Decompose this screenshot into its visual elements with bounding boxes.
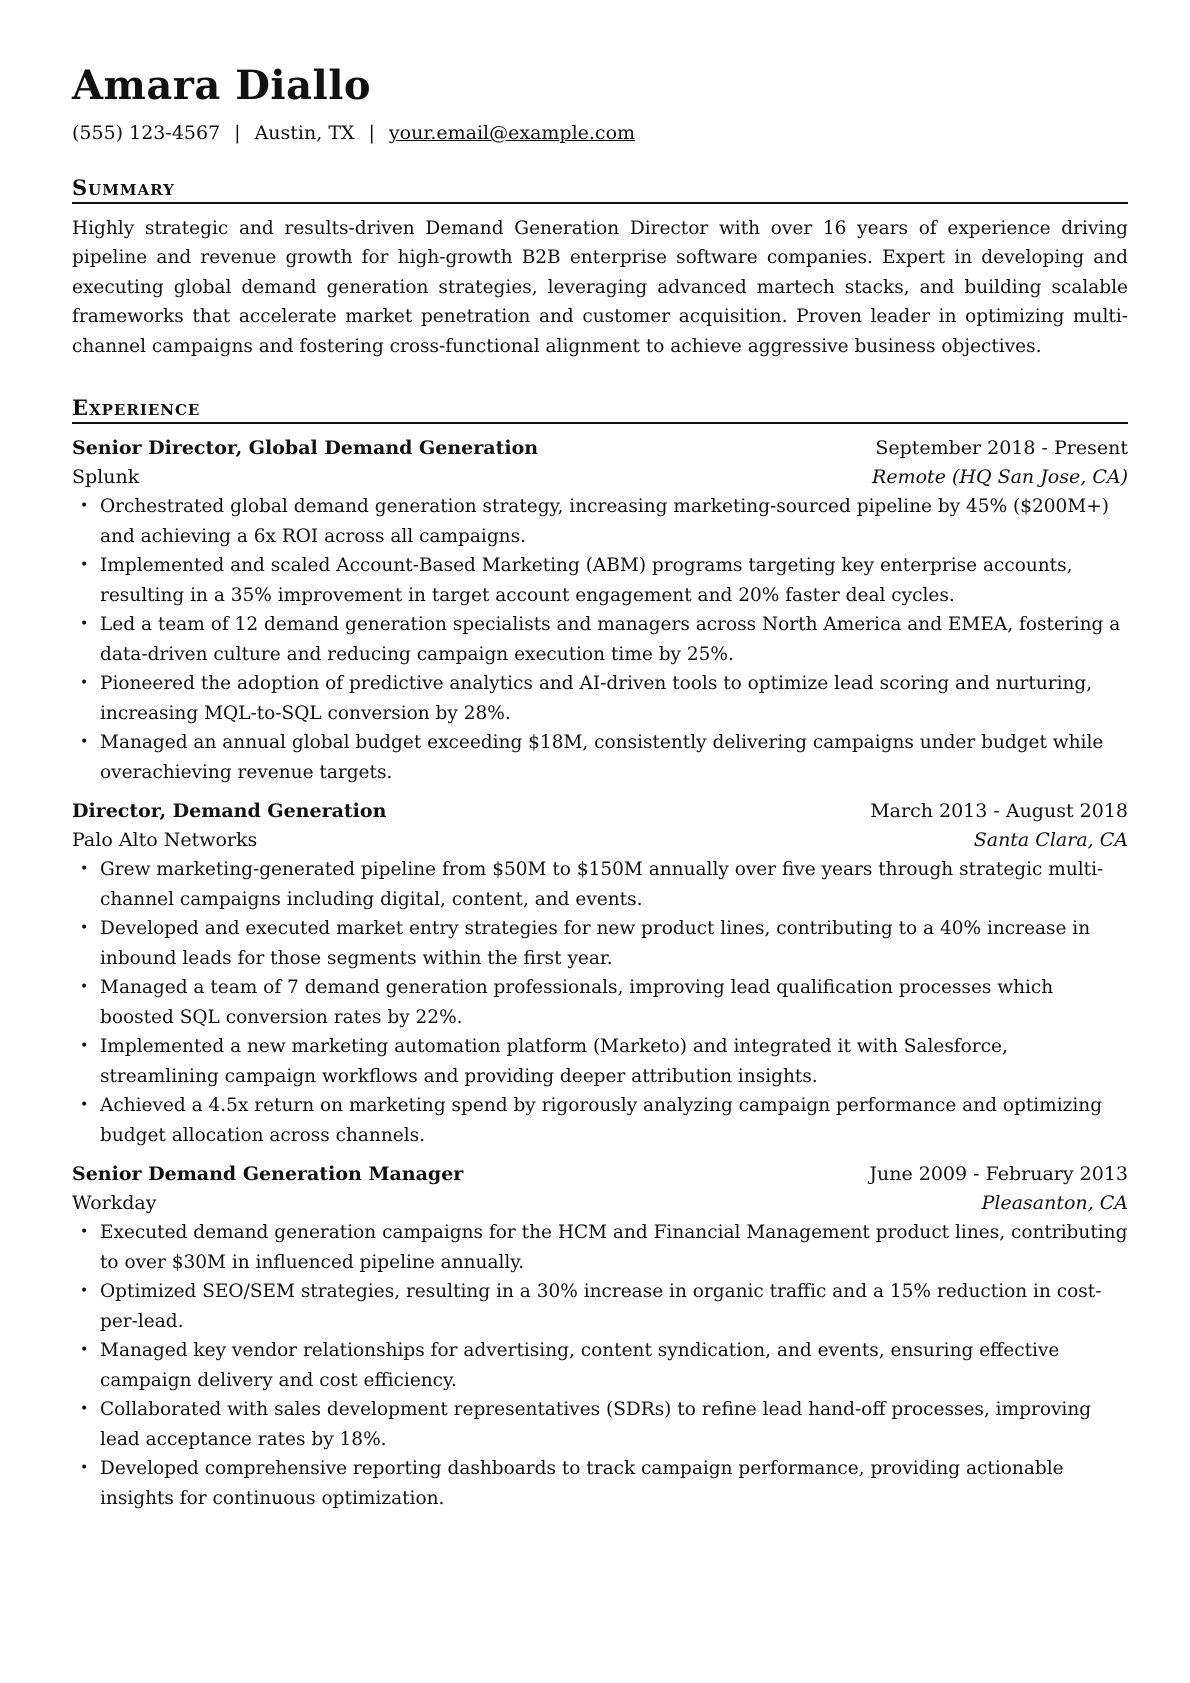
- experience-list: [72, 434, 1128, 1513]
- achievement-text: Executed demand generation campaigns for the HCM and Financial Management product lines, contributing to over $30M in influenced pipeline annually.: [100, 1222, 1128, 1273]
- job-dates: March 2013 - August 2018: [870, 800, 1128, 823]
- job-dates: June 2009 - February 2013: [869, 1163, 1128, 1186]
- list-item: [72, 1454, 1128, 1513]
- bullet-icon: •: [80, 920, 89, 937]
- bullet-icon: •: [80, 616, 89, 633]
- list-item: [72, 1277, 1128, 1336]
- experience-heading: Experience: [72, 395, 1128, 424]
- achievement-text: Managed a team of 7 demand generation professionals, improving lead qualification processes which boosted SQL conversion rates by 22%.: [100, 977, 1054, 1028]
- phone-number: (555) 123-4567: [72, 122, 221, 144]
- company-name: Splunk: [72, 466, 140, 489]
- contact-separator: |: [368, 122, 375, 144]
- list-item: [72, 551, 1128, 610]
- achievement-text: Implemented a new marketing automation platform (Marketo) and integrated it with Salesforce, streamlining campaign workflows and providing deeper attribution insights.: [100, 1036, 1008, 1087]
- bullet-icon: •: [80, 861, 89, 878]
- bullet-icon: •: [80, 1038, 89, 1055]
- list-item: [72, 973, 1128, 1032]
- achievement-text: Developed and executed market entry strategies for new product lines, contributing to a 40% increase in inbound leads for those segments within the first year.: [100, 918, 1091, 969]
- email-link[interactable]: your.email@example.com: [388, 122, 636, 144]
- achievement-text: Led a team of 12 demand generation specialists and managers across North America and EMEA, fostering a data-driven culture and reducing campaign execution time by 25%.: [100, 614, 1121, 665]
- company-name: Palo Alto Networks: [72, 829, 258, 852]
- list-item: [72, 669, 1128, 728]
- bullet-icon: •: [80, 557, 89, 574]
- achievement-text: Grew marketing-generated pipeline from $50M to $150M annually over five years through strategic multi-channel campaigns including digital, content, and events.: [100, 859, 1104, 910]
- bullet-icon: •: [80, 1283, 89, 1300]
- job-location: Remote (HQ San Jose, CA): [872, 466, 1128, 489]
- job-company-row: [72, 1189, 1128, 1218]
- company-name: Workday: [72, 1192, 157, 1215]
- achievement-text: Managed key vendor relationships for advertising, content syndication, and events, ensuring effective campaign delivery and cost efficiency.: [100, 1340, 1060, 1391]
- list-item: [72, 1336, 1128, 1395]
- bullet-icon: •: [80, 734, 89, 751]
- bullet-icon: •: [80, 1224, 89, 1241]
- achievement-list: [72, 855, 1128, 1150]
- job-location: Santa Clara, CA: [973, 829, 1128, 852]
- job-header-row: [72, 434, 1128, 463]
- list-item: [72, 855, 1128, 914]
- achievement-text: Optimized SEO/SEM strategies, resulting in a 30% increase in organic traffic and a 15% reduction in cost-per-lead.: [100, 1281, 1102, 1332]
- list-item: [72, 1395, 1128, 1454]
- achievement-text: Achieved a 4.5x return on marketing spend by rigorously analyzing campaign performance and optimizing budget allocation across channels.: [100, 1095, 1103, 1146]
- bullet-icon: •: [80, 498, 89, 515]
- list-item: [72, 914, 1128, 973]
- candidate-name: Amara Diallo: [72, 62, 372, 109]
- list-item: [72, 728, 1128, 787]
- list-item: [72, 1032, 1128, 1091]
- bullet-icon: •: [80, 1460, 89, 1477]
- contact-separator: |: [234, 122, 241, 144]
- job-company-row: [72, 463, 1128, 492]
- job-entry: [72, 1160, 1128, 1513]
- list-item: [72, 610, 1128, 669]
- job-entry: [72, 434, 1128, 787]
- summary-text: Highly strategic and results-driven Demand Generation Director with over 16 years of experience driving pipeline and revenue growth for high-growth B2B enterprise software companies. Expert in developing and executing global demand generation strategies, leveraging advanced martech stacks, and building scalable frameworks that accelerate market penetration and customer acquisition. Proven leader in optimizing multi-channel campaigns and fostering cross-functional alignment to achieve aggressive business objectives.: [72, 217, 1128, 357]
- achievement-list: [72, 492, 1128, 787]
- bullet-icon: •: [80, 1401, 89, 1418]
- bullet-icon: •: [80, 979, 89, 996]
- list-item: [72, 492, 1128, 551]
- contact-location: Austin, TX: [254, 122, 355, 144]
- job-title: Senior Director, Global Demand Generation: [72, 437, 539, 460]
- achievement-list: [72, 1218, 1128, 1513]
- job-header-row: [72, 1160, 1128, 1189]
- list-item: [72, 1218, 1128, 1277]
- achievement-text: Managed an annual global budget exceeding $18M, consistently delivering campaigns under budget while overachieving revenue targets.: [100, 732, 1104, 783]
- achievement-text: Developed comprehensive reporting dashboards to track campaign performance, providing actionable insights for continuous optimization.: [100, 1458, 1064, 1509]
- contact-line: [72, 122, 1128, 145]
- list-item: [72, 1091, 1128, 1150]
- job-dates: September 2018 - Present: [875, 437, 1128, 460]
- summary-heading: Summary: [72, 175, 1128, 204]
- bullet-icon: •: [80, 1342, 89, 1359]
- achievement-text: Pioneered the adoption of predictive analytics and AI-driven tools to optimize lead scoring and nurturing, increasing MQL-to-SQL conversion by 28%.: [100, 673, 1093, 724]
- bullet-icon: •: [80, 675, 89, 692]
- job-location: Pleasanton, CA: [981, 1192, 1128, 1215]
- achievement-text: Collaborated with sales development representatives (SDRs) to refine lead hand-off processes, improving lead acceptance rates by 18%.: [100, 1399, 1092, 1450]
- job-entry: [72, 797, 1128, 1150]
- job-title: Director, Demand Generation: [72, 800, 387, 823]
- job-title: Senior Demand Generation Manager: [72, 1163, 464, 1186]
- bullet-icon: •: [80, 1097, 89, 1114]
- job-header-row: [72, 797, 1128, 826]
- achievement-text: Orchestrated global demand generation strategy, increasing marketing-sourced pipeline by 45% ($200M+) and achieving a 6x ROI across all campaigns.: [100, 496, 1109, 547]
- achievement-text: Implemented and scaled Account-Based Marketing (ABM) programs targeting key enterprise accounts, resulting in a 35% improvement in target account engagement and 20% faster deal cycles.: [100, 555, 1073, 606]
- job-company-row: [72, 826, 1128, 855]
